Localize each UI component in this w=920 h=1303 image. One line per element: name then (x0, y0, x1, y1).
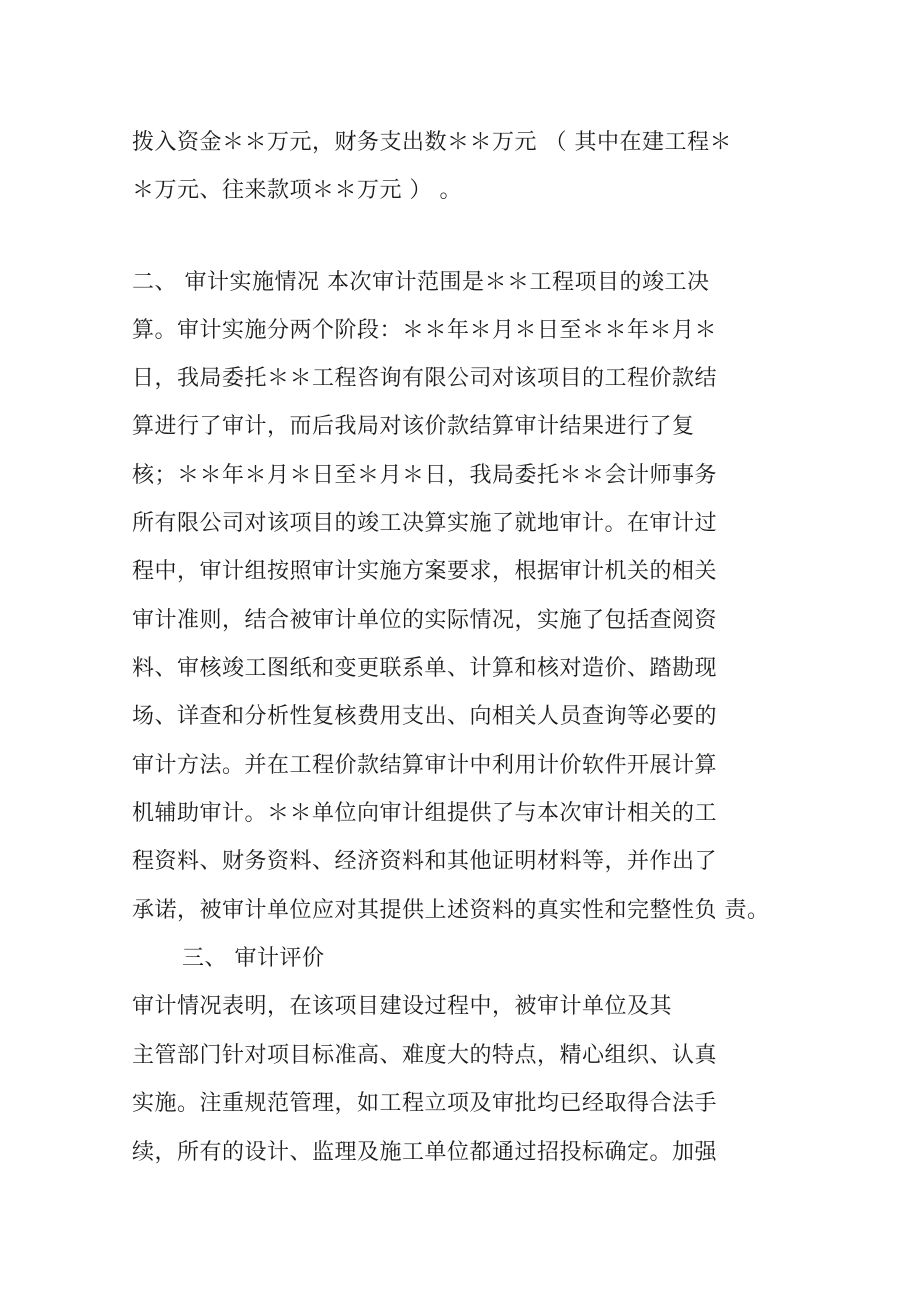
text-line: 拨入资金＊＊万元，财务支出数＊＊万元 （ 其中在建工程＊ (132, 130, 732, 155)
text-line: 承诺，被审计单位应对其提供上述资料的真实性和完整性负 责。 (132, 898, 770, 923)
text-line: 日，我局委托＊＊工程咨询有限公司对该项目的工程价款结 (132, 366, 718, 391)
text-line: 算进行了审计，而后我局对该价款结算审计结果进行了复 (132, 414, 695, 439)
text-line: 审计情况表明，在该项目建设过程中，被审计单位及其 (132, 994, 673, 1019)
section-heading-line: 二、 审计实施情况 本次审计范围是＊＊工程项目的竣工决 (132, 270, 710, 295)
section-heading-line: 三、 审计评价 (182, 946, 325, 971)
text-line: 实施。注重规范管理，如工程立项及审批均已经取得合法手 (132, 1091, 718, 1116)
text-line: 料、审核竣工图纸和变更联系单、计算和核对造价、踏勘现 (132, 656, 718, 681)
text-line: 机辅助审计。＊＊单位向审计组提供了与本次审计相关的工 (132, 801, 718, 826)
text-line: 所有限公司对该项目的竣工决算实施了就地审计。在审计过 (132, 511, 718, 536)
text-line: 审计准则，结合被审计单位的实际情况，实施了包括查阅资 (132, 608, 718, 633)
text-line: 场、详查和分析性复核费用支出、向相关人员查询等必要的 (132, 704, 718, 729)
text-line: 算。审计实施分两个阶段：＊＊年＊月＊日至＊＊年＊月＊ (132, 318, 718, 343)
text-line: 审计方法。并在工程价款结算审计中利用计价软件开展计算 (132, 753, 718, 778)
text-line: 主管部门针对项目标准高、难度大的特点，精心组织、认真 (132, 1043, 718, 1068)
text-line: 核；＊＊年＊月＊日至＊月＊日，我局委托＊＊会计师事务 (132, 463, 718, 488)
text-line: 程中，审计组按照审计实施方案要求，根据审计机关的相关 (132, 559, 718, 584)
text-line: ＊万元、往来款项＊＊万元 ） 。 (132, 178, 462, 203)
text-line: 程资料、财务资料、经济资料和其他证明材料等，并作出了 (132, 849, 718, 874)
text-line: 续，所有的设计、监理及施工单位都通过招投标确定。加强 (132, 1140, 718, 1165)
